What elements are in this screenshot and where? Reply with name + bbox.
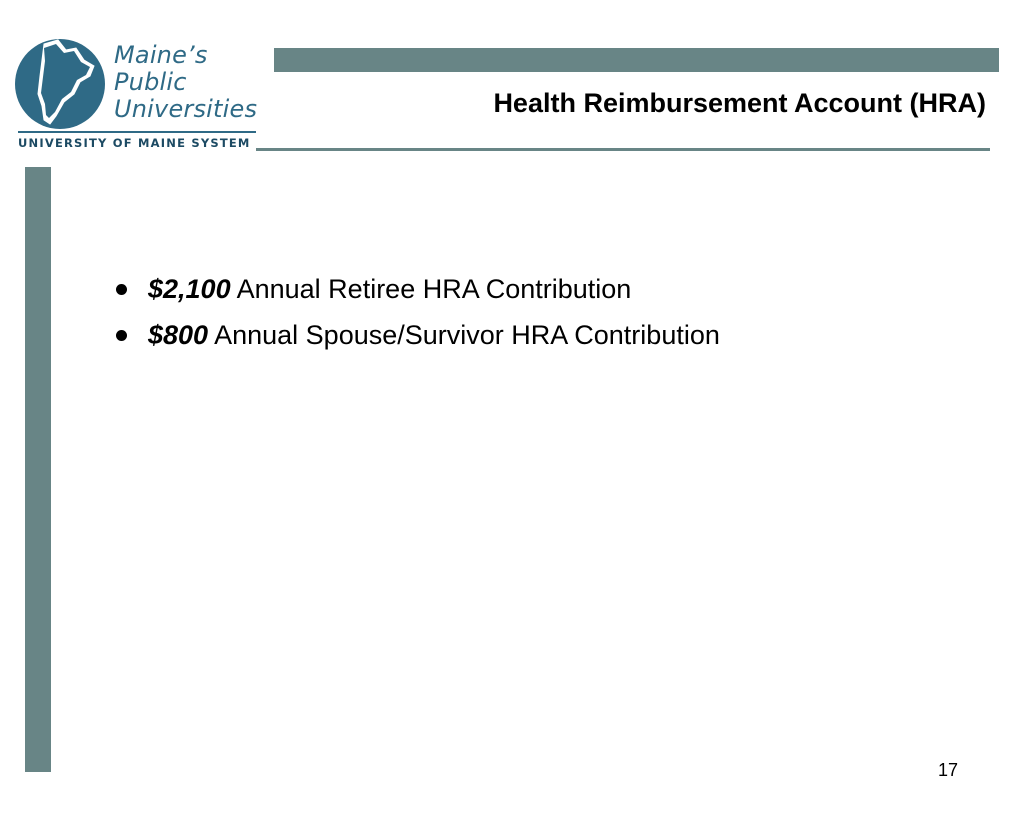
maine-map-icon: [14, 36, 114, 132]
list-item: [116, 266, 720, 312]
contribution-amount: $2,100: [148, 274, 231, 304]
slide-title: Health Reimbursement Account (HRA): [493, 88, 986, 118]
side-bar: [25, 167, 51, 772]
logo-divider: [18, 131, 256, 133]
contribution-label: Annual Retiree HRA Contribution: [230, 274, 632, 304]
logo-text-line3: Universities: [114, 95, 258, 123]
header-bar: [274, 48, 999, 72]
title-underline: [256, 148, 990, 151]
bullet-list: [116, 266, 720, 358]
bullet-icon: [116, 330, 127, 341]
contribution-amount: $800: [148, 320, 209, 350]
logo-subtitle: UNIVERSITY OF MAINE SYSTEM: [18, 136, 251, 150]
page-number: 17: [938, 760, 959, 780]
logo-text-line1: Maine’s: [114, 41, 208, 69]
list-item: [116, 312, 720, 358]
bullet-icon: [116, 284, 127, 295]
contribution-label: Annual Spouse/Survivor HRA Contribution: [208, 320, 720, 350]
logo-text-line2: Public: [114, 68, 187, 96]
university-logo: [14, 36, 264, 156]
